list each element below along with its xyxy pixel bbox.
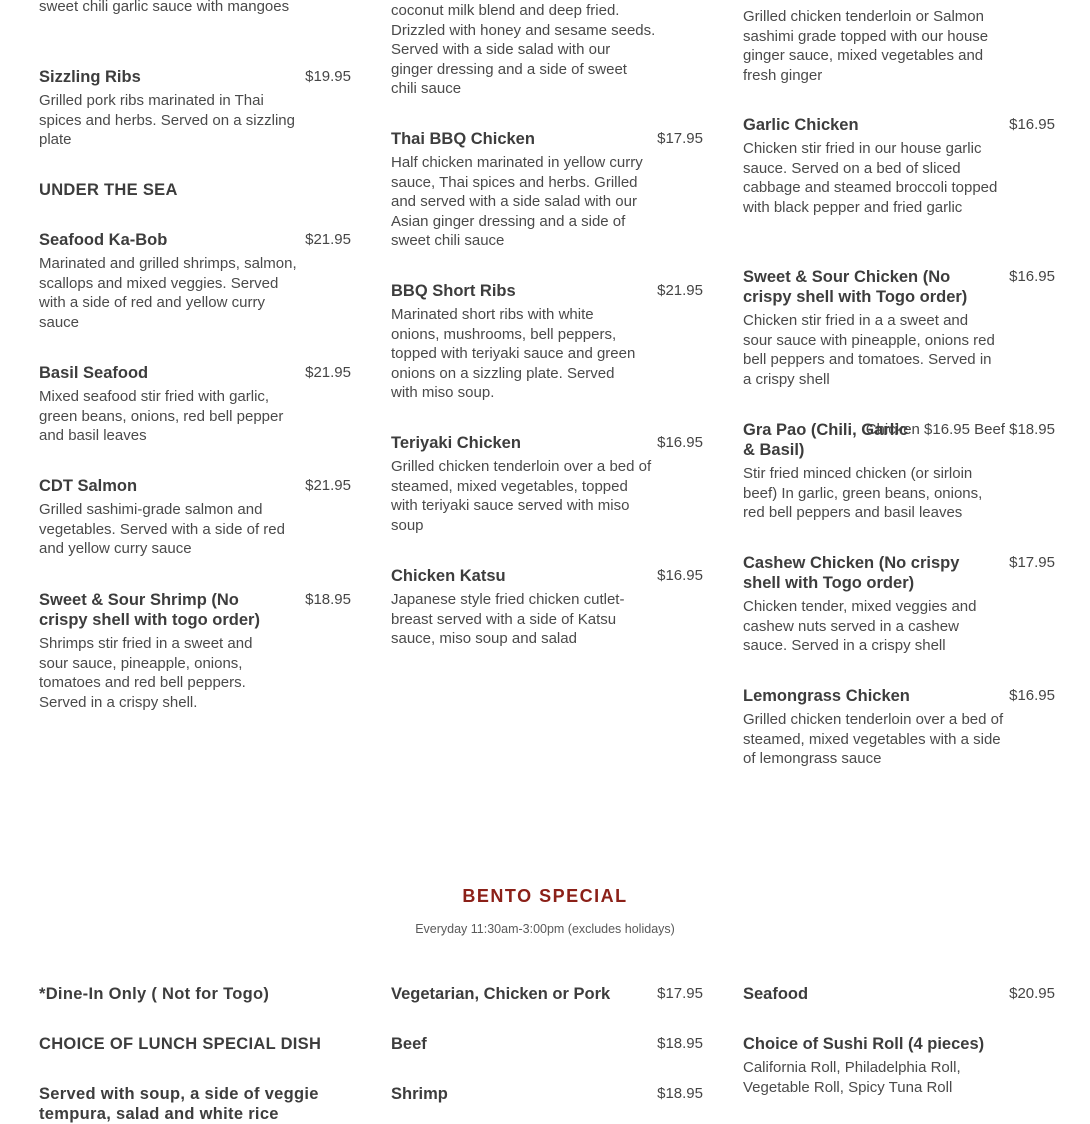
- item-name: Seafood Ka-Bob: [39, 231, 168, 249]
- menu-item: [391, 281, 703, 403]
- item-description-fragment: sweet chili garlic sauce with mangoes: [39, 0, 290, 15]
- menu-item: [39, 363, 351, 446]
- menu-item: [391, 433, 703, 535]
- item-price: $18.95: [657, 1035, 703, 1052]
- item-price: $16.95: [1009, 268, 1055, 285]
- menu-item: [743, 267, 1055, 389]
- item-price: $16.95: [1009, 116, 1055, 133]
- menu-item: [39, 590, 351, 712]
- bento-choice-heading: CHOICE OF LUNCH SPECIAL DISH: [39, 1035, 322, 1053]
- item-name: Seafood: [743, 985, 809, 1003]
- item-name: BBQ Short Ribs: [391, 282, 516, 300]
- item-name: Gra Pao (Chili, Garlic & Basil): [743, 421, 909, 459]
- item-name: Basil Seafood: [39, 364, 149, 382]
- item-description: Marinated and grilled shrimps, salmon, scallops and mixed veggies. Served with a side of red and yellow curry sauce: [39, 255, 297, 331]
- menu-item: [743, 553, 1055, 656]
- item-price: $19.95: [305, 68, 351, 85]
- item-description-fragment: coconut milk blend and deep fried. Drizzled with honey and sesame seeds. Served with a side salad with our ginger dressing and a side of sweet chili sauce: [391, 2, 656, 97]
- item-price: $21.95: [305, 364, 351, 381]
- item-price: $21.95: [305, 231, 351, 248]
- item-description: Grilled pork ribs marinated in Thai spices and herbs. Served on a sizzling plate: [39, 92, 295, 148]
- item-description: Marinated short ribs with white onions, mushrooms, bell peppers, topped with teriyaki sauce and green onions on a sizzling plate. Served with miso soup.: [391, 306, 636, 401]
- bento-served-with: Served with soup, a side of veggie tempura, salad and white rice: [39, 1085, 319, 1123]
- item-description: Half chicken marinated in yellow curry sauce, Thai spices and herbs. Grilled and served with a side salad with our Asian ginger dressing and a side of sweet chili sauce: [391, 154, 643, 249]
- item-name: CDT Salmon: [39, 477, 138, 495]
- item-price: $17.95: [1009, 554, 1055, 571]
- item-price: $18.95: [657, 1085, 703, 1102]
- item-price: $16.95: [1009, 687, 1055, 704]
- item-name: Beef: [391, 1035, 427, 1053]
- item-description: Chicken stir fried in a a sweet and sour sauce with pineapple, onions red bell peppers and tomatoes. Served in a crispy shell: [743, 312, 995, 388]
- item-description: Shrimps stir fried in a sweet and sour sauce, pineapple, onions, tomatoes and red bell peppers. Served in a crispy shell.: [39, 635, 253, 711]
- item-name: Cashew Chicken (No crispy shell with Togo order): [743, 554, 960, 592]
- item-price: $21.95: [657, 282, 703, 299]
- menu-item: [743, 115, 1055, 217]
- menu-item: [743, 984, 1055, 1004]
- menu-item: [391, 984, 703, 1004]
- item-price: $21.95: [305, 477, 351, 494]
- item-name: Sweet & Sour Chicken (No crispy shell with Togo order): [743, 268, 968, 306]
- item-name: Choice of Sushi Roll (4 pieces): [743, 1035, 985, 1053]
- item-description: Japanese style fried chicken cutlet-breast served with a side of Katsu sauce, miso soup and salad: [391, 591, 625, 647]
- item-description: California Roll, Philadelphia Roll, Vegetable Roll, Spicy Tuna Roll: [743, 1059, 961, 1096]
- item-description: Chicken tender, mixed veggies and cashew nuts served in a cashew sauce. Served in a crispy shell: [743, 598, 977, 654]
- item-price: $20.95: [1009, 985, 1055, 1002]
- section-heading-under-the-sea: UNDER THE SEA: [39, 181, 178, 199]
- bento-special-hours: Everyday 11:30am-3:00pm (excludes holidays): [415, 922, 675, 936]
- item-description: Grilled chicken tenderloin over a bed of steamed, mixed vegetables with a side of lemongrass sauce: [743, 711, 1004, 767]
- item-name: Shrimp: [391, 1085, 448, 1103]
- item-price: $18.95: [305, 591, 351, 608]
- item-name: Vegetarian, Chicken or Pork: [391, 985, 611, 1003]
- item-price: $16.95: [657, 567, 703, 584]
- item-price: $17.95: [657, 985, 703, 1002]
- item-name: Thai BBQ Chicken: [391, 130, 535, 148]
- item-price: $17.95: [657, 130, 703, 147]
- item-name: Sweet & Sour Shrimp (No crispy shell with togo order): [39, 591, 260, 629]
- item-description: Chicken stir fried in our house garlic sauce. Served on a bed of sliced cabbage and steamed broccoli topped with black pepper and fried garlic: [743, 140, 998, 216]
- menu-item: [743, 420, 1055, 523]
- menu-item: [39, 67, 351, 150]
- item-description: Mixed seafood stir fried with garlic, green beans, onions, red bell pepper and basil leaves: [39, 388, 284, 444]
- menu-item: [391, 129, 703, 251]
- menu-item: [391, 1034, 703, 1054]
- item-description-fragment: Grilled chicken tenderloin or Salmon sashimi grade topped with our house ginger sauce, mixed vegetables and fresh ginger: [743, 8, 989, 84]
- bento-dine-in-note: *Dine-In Only ( Not for Togo): [39, 985, 270, 1003]
- item-description: Stir fried minced chicken (or sirloin beef) In garlic, green beans, onions, red bell peppers and basil leaves: [743, 465, 983, 521]
- menu-item: [39, 230, 351, 332]
- menu-item: [391, 1084, 703, 1104]
- item-name: Lemongrass Chicken: [743, 687, 910, 705]
- item-name: Teriyaki Chicken: [391, 434, 521, 452]
- item-name: Sizzling Ribs: [39, 68, 141, 86]
- item-name: Garlic Chicken: [743, 116, 859, 134]
- menu-item: [391, 566, 703, 649]
- item-description: Grilled chicken tenderloin over a bed of steamed, mixed vegetables, topped with teriyaki sauce served with miso soup: [391, 458, 652, 534]
- item-description: Grilled sashimi-grade salmon and vegetables. Served with a side of red and yellow curry sauce: [39, 501, 285, 557]
- item-price: $16.95: [657, 434, 703, 451]
- bento-special-title: BENTO SPECIAL: [462, 886, 628, 906]
- menu-item: [39, 476, 351, 559]
- menu-item: [743, 686, 1055, 769]
- item-name: Chicken Katsu: [391, 567, 506, 585]
- item-price: Chicken $16.95 Beef $18.95: [865, 421, 1055, 438]
- menu-item: [743, 1034, 1055, 1097]
